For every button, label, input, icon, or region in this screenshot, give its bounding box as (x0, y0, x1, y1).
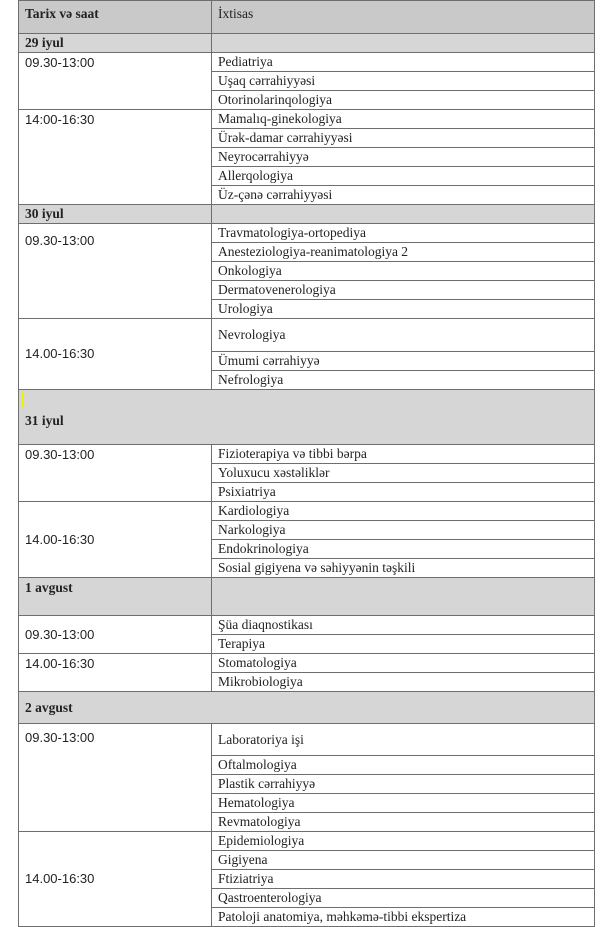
specialty-item: Hematologiya (212, 794, 595, 813)
specialty-item: Stomatologiya (212, 654, 595, 673)
specialty-item: Üz-çənə cərrahiyyəsi (212, 186, 595, 205)
date-row (19, 578, 595, 616)
schedule-table (18, 0, 595, 927)
specialty-item: Plastik cərrahiyyə (212, 775, 595, 794)
time-slot: 14.00-16:30 (19, 502, 212, 578)
specialty-item: Terapiya (212, 635, 595, 654)
specialty-item: Yoluxucu xəstəliklər (212, 464, 595, 483)
specialty-item: Şüa diaqnostikası (212, 616, 595, 635)
specialty-item: Nefrologiya (212, 371, 595, 390)
specialty-item: Mikrobiologiya (212, 673, 595, 692)
specialty-item: Narkologiya (212, 521, 595, 540)
table-row (19, 724, 595, 756)
specialty-item: Ümumi cərrahiyyə (212, 352, 595, 371)
specialty-item: Urologiya (212, 300, 595, 319)
time-slot: 09.30-13:00 (19, 445, 212, 502)
specialty-item: Ürək-damar cərrahiyyəsi (212, 129, 595, 148)
date-row (19, 390, 595, 445)
specialty-item: Gigiyena (212, 851, 595, 870)
specialty-item: Pediatriya (212, 53, 595, 72)
specialty-item: Psixiatriya (212, 483, 595, 502)
time-slot: 14.00-16:30 (19, 319, 212, 390)
specialty-item: Qastroenterologiya (212, 889, 595, 908)
specialty-item: Kardiologiya (212, 502, 595, 521)
specialty-item: Fizioterapiya və tibbi bərpa (212, 445, 595, 464)
date-label: 2 avgust (19, 692, 595, 724)
date-label: 30 iyul (19, 205, 212, 224)
specialty-item: Laboratoriya işi (212, 724, 595, 756)
time-slot: 14.00-16:30 (19, 832, 212, 927)
date-label: 31 iyul (25, 413, 64, 428)
table-row (19, 53, 595, 72)
specialty-item: Travmatologiya-ortopediya (212, 224, 595, 243)
table-row (19, 445, 595, 464)
time-slot: 09.30-13:00 (19, 53, 212, 110)
specialty-item: Endokrinologiya (212, 540, 595, 559)
table-row (19, 616, 595, 635)
specialty-item: Anesteziologiya-reanimatologiya 2 (212, 243, 595, 262)
header-row (19, 1, 595, 34)
specialty-item: Nevrologiya (212, 319, 595, 352)
time-slot: 09.30-13:00 (19, 724, 212, 832)
specialty-item: Mamalıq-ginekologiya (212, 110, 595, 129)
specialty-item: Uşaq cərrahiyyəsi (212, 72, 595, 91)
header-specialty: İxtisas (212, 1, 595, 34)
table-row (19, 832, 595, 851)
specialty-item: Allerqologiya (212, 167, 595, 186)
specialty-item: Epidemiologiya (212, 832, 595, 851)
header-date-time: Tarix və saat (19, 1, 212, 34)
table-row (19, 319, 595, 352)
specialty-item: Revmatologiya (212, 813, 595, 832)
time-slot: 14.00-16:30 (19, 654, 212, 692)
date-row (19, 205, 595, 224)
table-row (19, 502, 595, 521)
specialty-item: Onkologiya (212, 262, 595, 281)
specialty-item: Ftiziatriya (212, 870, 595, 889)
specialty-item: Sosial gigiyena və səhiyyənin təşkili (212, 559, 595, 578)
time-slot: 09.30-13:00 (19, 616, 212, 654)
time-slot: 14:00-16:30 (19, 110, 212, 205)
date-row (19, 692, 595, 724)
time-slot: 09.30-13:00 (19, 224, 212, 319)
date-cell (19, 390, 595, 445)
date-label: 1 avgust (19, 578, 212, 616)
specialty-item: Oftalmologiya (212, 756, 595, 775)
specialty-item: Patoloji anatomiya, məhkəmə-tibbi ekspertiza (212, 908, 595, 927)
specialty-item: Otorinolarinqologiya (212, 91, 595, 110)
date-label: 29 iyul (19, 34, 212, 53)
table-row (19, 224, 595, 243)
table-row (19, 654, 595, 673)
table-row (19, 110, 595, 129)
highlight-marker (21, 392, 24, 408)
specialty-item: Dermatovenerologiya (212, 281, 595, 300)
specialty-item: Neyrocərrahiyyə (212, 148, 595, 167)
date-row (19, 34, 595, 53)
